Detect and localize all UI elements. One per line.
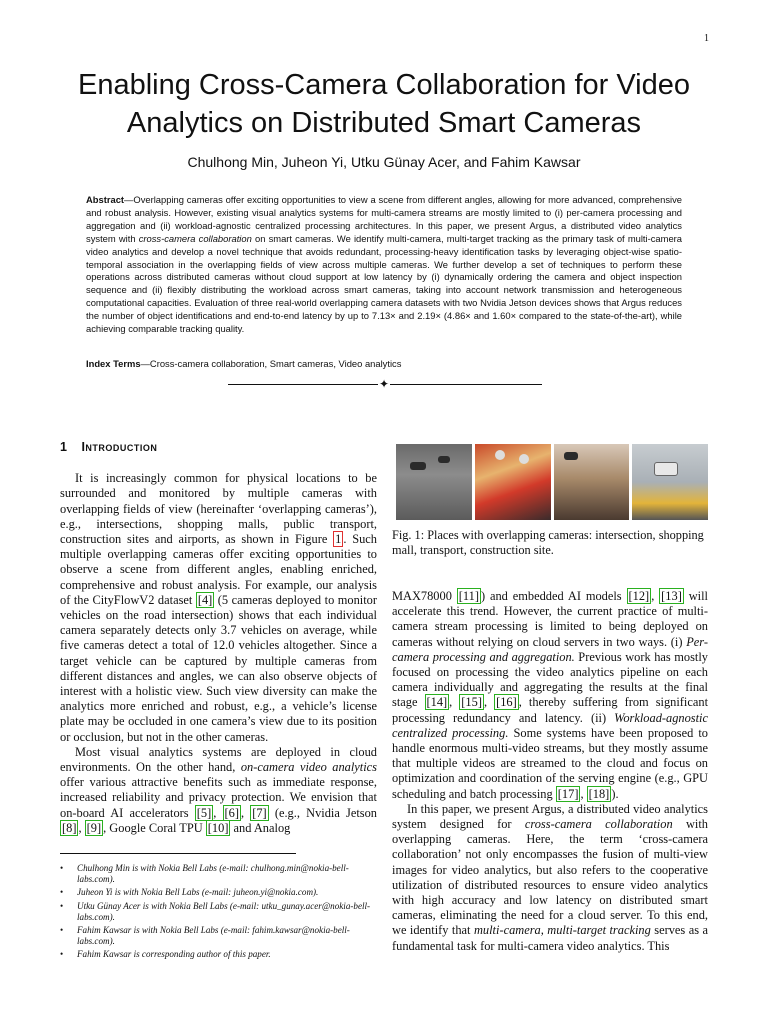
- abstract-text: —Overlapping cameras offer exciting opportunities to view a scene from different angles, allowing for more advanced, comprehensive and robust analysis. However, existing visual analytics systems for multi-camera streams are mostly limited to (i) per-camera processing and aggregation and (ii) workload-agnostic centralized processing architectures. In this paper, we present Argus, a distributed video analytics system with: [86, 194, 682, 244]
- citation-link[interactable]: [8]: [62, 820, 77, 835]
- shopping-mall-photo: [475, 444, 551, 520]
- footnote-item: • Juheon Yi is with Nokia Bell Labs (e-mail: juheon.yi@nokia.com).: [60, 887, 378, 898]
- citation-link[interactable]: [11]: [458, 589, 479, 603]
- italic-text: Workload-agnostic centralized processing.: [392, 710, 708, 740]
- transport-photo: [554, 444, 630, 520]
- intro-paragraph-1: [60, 471, 377, 745]
- page-number: 1: [704, 33, 709, 44]
- text-run: . Such multiple overlapping cameras offer exciting opportunities to observe a scene from different angles, enabling enriched, comprehensive and robust analysis. For example, our analysis of the CityFlowV2 dataset: [60, 532, 377, 607]
- figure-link[interactable]: 1: [335, 532, 342, 547]
- footnote-item: • Fahim Kawsar is corresponding author of this paper.: [60, 949, 378, 960]
- right-paragraph-1: MAX78000 [11] ) and embedded AI models [12] , [13] will accelerate this trend. However, the current practice of multi-camera stream processing is limited to being deployed on cameras without relying on cloud servers in two ways. (i) Per-camera processing and aggregation. Previous work has mostly focused on processing the video analytics pipeline on each camera individually and aggregating the results at the final stage [14] , [15] , [16] , thereby suffering from significant processing redundancy and latency. (ii) Workload-agnostic centralized processing. Some systems have been proposed to handle enormous multi-video streams, but they mostly assume that multiple videos are streamed to the cloud and focus on optimization and coordination of the serving engine (e.g., GPU scheduling and batch processing [17] , [18] ).: [392, 589, 709, 801]
- text-run: and Analog: [230, 820, 291, 835]
- section-title: Introduction: [81, 440, 158, 454]
- abstract: [86, 194, 682, 336]
- italic-text: Per-camera processing and aggregation.: [392, 634, 708, 664]
- text-run: It is increasingly common for physical locations to be surrounded and monitored by multiple cameras with overlapping fields of view (hereinafter ‘overlapping cameras’), e.g., intersections, shopping malls, public transport, construction sites and airports, as shown in Figure: [60, 471, 377, 547]
- footnotes: [60, 863, 378, 963]
- citation-link[interactable]: [14]: [426, 695, 448, 710]
- figure-1-caption: Fig. 1: Places with overlapping cameras: intersection, shopping mall, transport, construction site.: [392, 528, 704, 558]
- section-number: 1: [60, 440, 68, 454]
- footnote-item: • Utku Günay Acer is with Nokia Bell Labs (e-mail: utku_gunay.acer@nokia-bell-labs.com).: [60, 901, 378, 923]
- citation-link[interactable]: [13]: [661, 589, 682, 603]
- text-run: ).: [611, 786, 619, 801]
- citation-link[interactable]: [10]: [207, 820, 229, 835]
- intersection-photo: [396, 444, 472, 520]
- text-run: (5 cameras deployed to monitor vehicles on the road intersection) shows that each individual camera separately detects only 3.7 vehicles on average, while five cameras detect a total of 12.0 vehicles altogether. Since a target vehicle can be captured by multiple cameras from different distances and angles, we can also observe objects of interest with a holistic view. Such view diversity can make the analytics more enriched and robust, e.g., a vehicle’s license plate may be occluded in one camera’s view due to its position or occlusion, but not in the other cameras.: [60, 592, 378, 744]
- footnote-rule: [60, 853, 296, 854]
- text-run: will accelerate this trend. However, the current practice of multi-camera stream processing is limited to being deployed on cameras without relying on cloud servers in two ways. (i): [392, 589, 708, 649]
- footnote-item: • Fahim Kawsar is with Nokia Bell Labs (e-mail: fahim.kawsar@nokia-bell-labs.com).: [60, 925, 378, 947]
- text-run: (e.g., Nvidia Jetson: [268, 805, 377, 820]
- footnote-item: • Chulhong Min is with Nokia Bell Labs (e-mail: chulhong.min@nokia-bell-labs.com).: [60, 863, 378, 885]
- text-run: offer various attractive benefits such as immediate response, increased reliability and privacy protection. We envision that on-board AI accelerators: [60, 775, 377, 820]
- section-heading: [60, 440, 377, 455]
- citation-link[interactable]: [17]: [557, 786, 579, 801]
- citation-link[interactable]: [4]: [197, 592, 213, 607]
- text-run: Previous work has mostly focused on processing the video analytics pipeline on each camera individually and aggregating the results at the final stage: [392, 649, 708, 710]
- divider-diamond-icon: ✦: [378, 377, 390, 391]
- italic-text: on-camera video analytics: [240, 760, 377, 775]
- citation-link[interactable]: [18]: [588, 786, 610, 801]
- author-list: Chulhong Min, Juheon Yi, Utku Günay Acer, and Fahim Kawsar: [187, 154, 581, 170]
- text-run: with overlapping cameras. Here, the term ‘cross-camera collaboration’ not only encompasses the fusion of multi-view images for video analytics, but also refers to the cooperative utilization of distributed resources to ensure video analytics with high accuracy and low latency on distributed smart cameras, eliminating the need for a cloud server. To this end, we identify that: [392, 817, 708, 938]
- abstract-label: Abstract: [86, 194, 125, 205]
- text-run: serves as a fundamental task for multi-camera video analytics. This: [392, 923, 708, 953]
- citation-link[interactable]: [7]: [252, 805, 267, 820]
- paper-title: Enabling Cross-Camera Collaboration for Video Analytics on Distributed Smart Cameras: [77, 69, 690, 139]
- intro-paragraph-2: Most visual analytics systems are deployed in cloud environments. On the other hand, on-camera video analytics offer various attractive benefits such as immediate response, increased reliability and privacy protection. We envision that on-board AI accelerators [5] , [6] , [7] (e.g., Nvidia Jetson [8] , [9] , Google Coral TPU [10] and Analog: [60, 744, 377, 835]
- italic-text: multi-camera, multi-target tracking: [473, 923, 651, 938]
- figure-1-images: [396, 444, 708, 520]
- citation-link[interactable]: [5]: [196, 805, 212, 820]
- citation-link[interactable]: [15]: [461, 695, 482, 710]
- text-run: Most visual analytics systems are deployed in cloud environments. On the other hand,: [60, 744, 377, 775]
- text-run: ) and embedded AI models: [480, 589, 627, 603]
- right-column: [392, 589, 708, 954]
- right-paragraph-2: [392, 802, 708, 954]
- abstract-text-cont: on smart cameras. We identify multi-camera, multi-target tracking as the primary task of multi-camera video analytics and develop a novel technique that avoids redundant, processing-heavy identification tasks by leveraging object-wise spatio-temporal association in the overlapping fields of view across multiple cameras. We further develop a set of techniques to perform these operations across distributed cameras without cloud support at low latency by (i) dynamically ordering the camera and object inspection sequence and (ii) flexibly distributing the workload across smart cameras, taking into account network transmission and heterogeneous computational capacities. Evaluation of three real-world overlapping camera datasets with two Nvidia Jetson devices shows that Argus reduces the number of object identifications and end-to-end latency by up to 7.13× and 2.19× (4.86× and 1.60× compared to the state-of-the-art), while achieving comparable tracking quality.: [86, 232, 682, 335]
- citation-link[interactable]: [9]: [86, 820, 102, 835]
- text-run: MAX78000: [392, 589, 457, 603]
- abstract-italic: cross-camera collaboration: [138, 232, 252, 244]
- text-run: , Google Coral TPU: [103, 820, 206, 835]
- index-terms-text: —Cross-camera collaboration, Smart cameras, Video analytics: [140, 358, 402, 369]
- text-run: , thereby suffering from significant processing redundancy and latency. (ii): [392, 695, 709, 725]
- left-column: [60, 440, 377, 836]
- text-run: Some systems have been proposed to handle enormous multi-video streams, but they mostly assume that multiple videos are streamed to the cloud and focus on optimization and coordination of the serving engine (e.g., GPU scheduling and batch processing: [392, 725, 708, 801]
- citation-link[interactable]: [6]: [224, 805, 239, 820]
- citation-link[interactable]: [16]: [496, 695, 517, 710]
- text-run: In this paper, we present Argus, a distributed video analytics system designed for: [392, 801, 708, 832]
- italic-text: cross-camera collaboration: [524, 817, 673, 832]
- citation-link[interactable]: [12]: [628, 589, 650, 603]
- index-terms-label: Index Terms: [86, 358, 141, 369]
- construction-site-photo: [632, 444, 708, 520]
- index-terms: [86, 358, 682, 369]
